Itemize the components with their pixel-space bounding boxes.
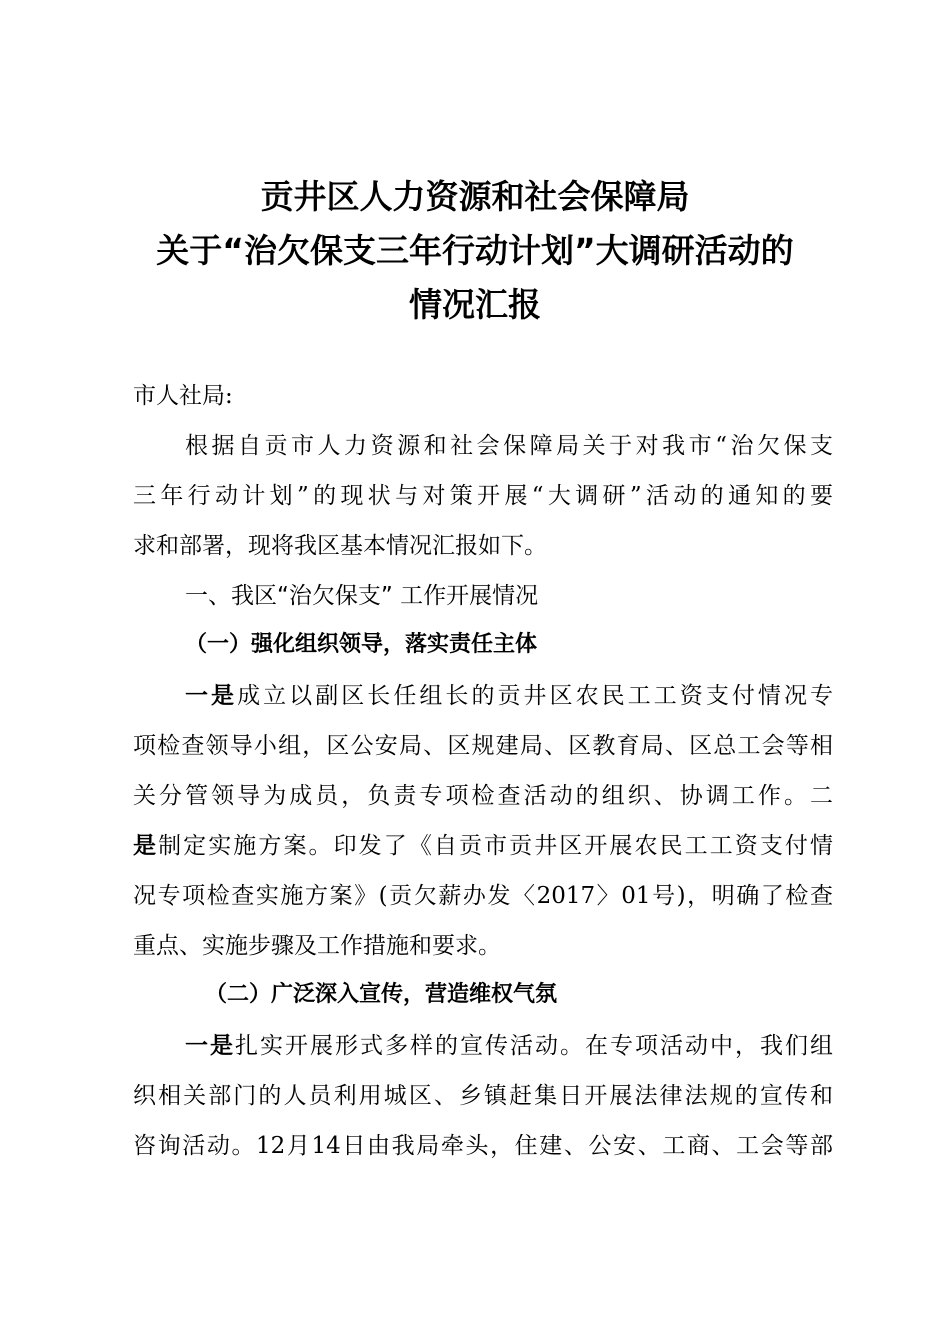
sub1-line-2: 项检查领导小组，区公安局、区规建局、区教育局、区总工会等相 [133, 733, 833, 759]
document-title [100, 170, 850, 332]
sub2-line-2: 织相关部门的人员利用城区、乡镇赶集日开展法律法规的宣传和 [133, 1083, 833, 1109]
sub1-line-5: 况专项检查实施方案》(贡欠薪办发〈2017〉01号)，明确了检查 [133, 883, 833, 909]
sub1-lead-2: 是 [133, 833, 159, 859]
sub1-line-4 [133, 821, 833, 871]
title-line-3: 情况汇报 [409, 285, 541, 324]
sub2-lead-1: 一是 [185, 1033, 235, 1059]
sub2-line-1 [185, 1021, 833, 1071]
title-line-1: 贡井区人力资源和社会保障局 [260, 177, 690, 216]
intro-line-2: 三年行动计划”的现状与对策开展“大调研”活动的通知的要 [133, 483, 833, 509]
sub1-lead-1: 一是 [185, 683, 238, 709]
section-1-heading: 一、我区“治欠保支” 工作开展情况 [185, 583, 539, 609]
sub2-line-1-text: 扎实开展形式多样的宣传活动。在专项活动中，我们组 [235, 1033, 833, 1059]
intro-line-3: 求和部署，现将我区基本情况汇报如下。 [133, 533, 547, 559]
salutation: 市人社局: [133, 383, 233, 409]
sub1-line-4-text: 制定实施方案。印发了《自贡市贡井区开展农民工工资支付情 [158, 833, 834, 859]
sub1-line-3: 关分管领导为成员，负责专项检查活动的组织、协调工作。二 [133, 783, 833, 809]
subsection-1-heading: （一）强化组织领导，落实责任主体 [185, 631, 538, 657]
sub1-line-1 [185, 671, 833, 721]
intro-line-1: 根据自贡市人力资源和社会保障局关于对我市“治欠保支 [185, 433, 833, 459]
title-line-2: 关于“治欠保支三年行动计划”大调研活动的 [156, 231, 794, 270]
subsection-2-heading: （二）广泛深入宣传，营造维权气氛 [205, 981, 558, 1007]
sub1-line-1-text: 成立以副区长任组长的贡井区农民工工资支付情况专 [237, 683, 834, 709]
sub2-line-3: 咨询活动。12月14日由我局牵头，住建、公安、工商、工会等部 [133, 1133, 833, 1159]
sub1-line-6: 重点、实施步骤及工作措施和要求。 [133, 933, 501, 959]
